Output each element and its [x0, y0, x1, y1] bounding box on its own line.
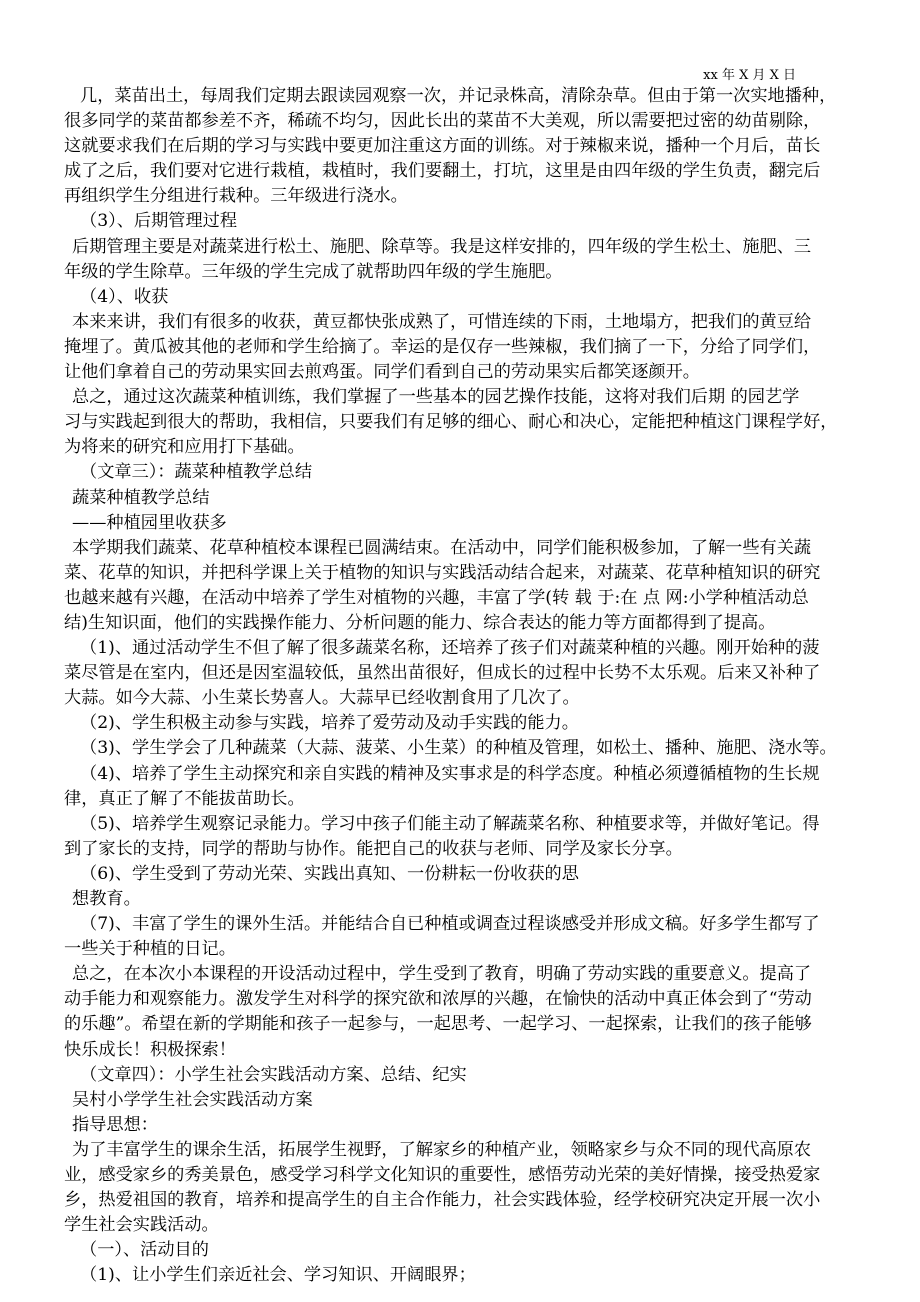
- text-line: 为了丰富学生的课余生活，拓展学生视野，了解家乡的种植产业，领略家乡与众不同的现代高原农: [72, 1139, 812, 1160]
- list-item: （6)、学生受到了劳动光荣、实践出真知、一份耕耘一份收获的思: [80, 863, 579, 884]
- article-heading: （文章四）：小学生社会实践活动方案、总结、纪实: [80, 1064, 467, 1085]
- text-line: 这就要求我们在后期的学习与实践中要更加注重这方面的训练。对于辣椒来说，播种一个月后，苗长: [64, 136, 821, 157]
- list-item: （2)、学生积极主动参与实践，培养了爱劳动及动手实践的能力。: [80, 713, 579, 734]
- article-title: 吴村小学学生社会实践活动方案: [72, 1089, 313, 1110]
- text-line: 习与实践起到很大的帮助，我相信，只要我们有足够的细心、耐心和决心，定能把种植这门课程学好，: [64, 412, 838, 433]
- text-line: 也越来越有兴趣，在活动中培养了学生对植物的兴趣，丰富了学(转 载 于:在 点 网:小学种植活动总: [64, 587, 809, 608]
- text-line: 掩埋了。黄瓜被其他的老师和学生给摘了。幸运的是仅存一些辣椒，我们摘了一下，分给了同学们，: [64, 336, 821, 357]
- section-heading: （3）、后期管理过程: [80, 211, 238, 232]
- text-line: 想教育。: [72, 889, 141, 909]
- text-line: 本来来讲，我们有很多的收获，黄豆都快张成熟了，可惜连续的下雨，土地塌方，把我们的黄豆给: [72, 311, 812, 332]
- text-line: 一些关于种植的日记。: [64, 939, 236, 960]
- list-item: （7)、丰富了学生的课外生活。并能结合自已种植或调查过程谈感受并形成文稿。好多学生都写了: [80, 914, 820, 935]
- text-line: 菜尽管是在室内，但还是因室温较低，虽然出苗很好，但成长的过程中长势不太乐观。后来又补种了: [64, 663, 821, 684]
- section-heading: （4）、收获: [80, 286, 169, 307]
- text-line: 后期管理主要是对蔬菜进行松土、施肥、除草等。我是这样安排的，四年级的学生松土、施肥、三: [72, 236, 812, 257]
- text-line: 菜、花草的知识，并把科学课上关于植物的知识与实践活动结合起来，对蔬菜、花草种植知识的研究: [64, 562, 821, 583]
- text-line: 让他们拿着自己的劳动果实回去煎鸡蛋。同学们看到自己的劳动果实后都笑逐颜开。: [64, 362, 700, 383]
- section-heading: （一）、活动目的: [80, 1240, 209, 1261]
- text-line: 快乐成长！积极探索！: [64, 1039, 236, 1060]
- text-line: 年级的学生除草。三年级的学生完成了就帮助四年级的学生施肥。: [64, 261, 563, 282]
- text-line: 总之，在本次小本课程的开设活动过程中，学生受到了教育，明确了劳动实践的重要意义。提高了: [72, 964, 812, 985]
- text-line: 成了之后，我们要对它进行栽植，栽植时，我们要翻土，打坑，这里是由四年级的学生负责，翻完后: [64, 161, 821, 182]
- text-line: 为将来的研究和应用打下基础。: [64, 437, 305, 458]
- text-line: 到了家长的支持，同学的帮助与协作。能把自己的收获与老师、同学及家长分享。: [64, 838, 683, 859]
- list-item: （1)、让小学生们亲近社会、学习知识、开阔眼界；: [80, 1265, 476, 1286]
- text-line: 学生社会实践活动。: [64, 1215, 219, 1236]
- header-date: xx 年 X 月 X 日: [703, 68, 796, 83]
- text-line: 结)生知识面，他们的实践操作能力、分析问题的能力、综合表达的能力等方面都得到了提高。: [64, 612, 776, 633]
- list-item: （5)、培养学生观察记录能力。学习中孩子们能主动了解蔬菜名称、种植要求等，并做好笔记。得: [80, 813, 820, 834]
- article-heading: （文章三）：蔬菜种植教学总结: [80, 462, 313, 483]
- section-heading: 指导思想：: [72, 1114, 158, 1135]
- text-line: 本学期我们蔬菜、花草种植校本课程已圆满结束。在活动中，同学们能积极参加，了解一些有关蔬: [72, 537, 812, 558]
- article-title: 蔬菜种植教学总结: [72, 487, 210, 508]
- text-line: 很多同学的菜苗都参差不齐，稀疏不均匀，因此长出的菜苗不大美观，所以需要把过密的幼苗剔除，: [64, 111, 821, 132]
- article-subtitle: ——种植园里收获多: [72, 512, 227, 533]
- text-line: 再组织学生分组进行栽种。三年级进行浇水。: [64, 186, 408, 207]
- text-line: 几，菜苗出土，每周我们定期去跟读园观察一次，并记录株高，清除杂草。但由于第一次实地播种，: [80, 86, 837, 106]
- text-line: 乡，热爱祖国的教育，培养和提高学生的自主合作能力，社会实践体验，经学校研究决定开展一次小: [64, 1190, 821, 1211]
- document-body: [64, 84, 864, 1289]
- text-line: 动手能力和观察能力。激发学生对科学的探究欲和浓厚的兴趣，在愉快的活动中真正体会到了“劳动: [64, 989, 812, 1010]
- text-line: 业，感受家乡的秀美景色，感受学习科学文化知识的重要性，感悟劳动光荣的美好情操，接受热爱家: [64, 1165, 821, 1186]
- text-line: 大蒜。如今大蒜、小生菜长势喜人。大蒜早已经收割食用了几次了。: [64, 688, 580, 709]
- list-item: （4)、培养了学生主动探究和亲自实践的精神及实事求是的科学态度。种植必须遵循植物的生长规: [80, 763, 820, 784]
- list-item: （3)、学生学会了几种蔬菜（大蒜、菠菜、小生菜）的种植及管理，如松土、播种、施肥、浇水等。: [80, 738, 837, 759]
- text-line: 的乐趣”。希望在新的学期能和孩子一起参与，一起思考、一起学习、一起探索，让我们的孩子能够: [64, 1014, 812, 1035]
- text-line: 律，真正了解了不能拔苗助长。: [64, 788, 305, 809]
- list-item: （1)、通过活动学生不但了解了很多蔬菜名称，还培养了孩子们对蔬菜种植的兴趣。刚开始种的菠: [80, 638, 820, 659]
- text-line: 总之，通过这次蔬菜种植训练，我们掌握了一些基本的园艺操作技能，这将对我们后期 的园艺学: [72, 387, 800, 408]
